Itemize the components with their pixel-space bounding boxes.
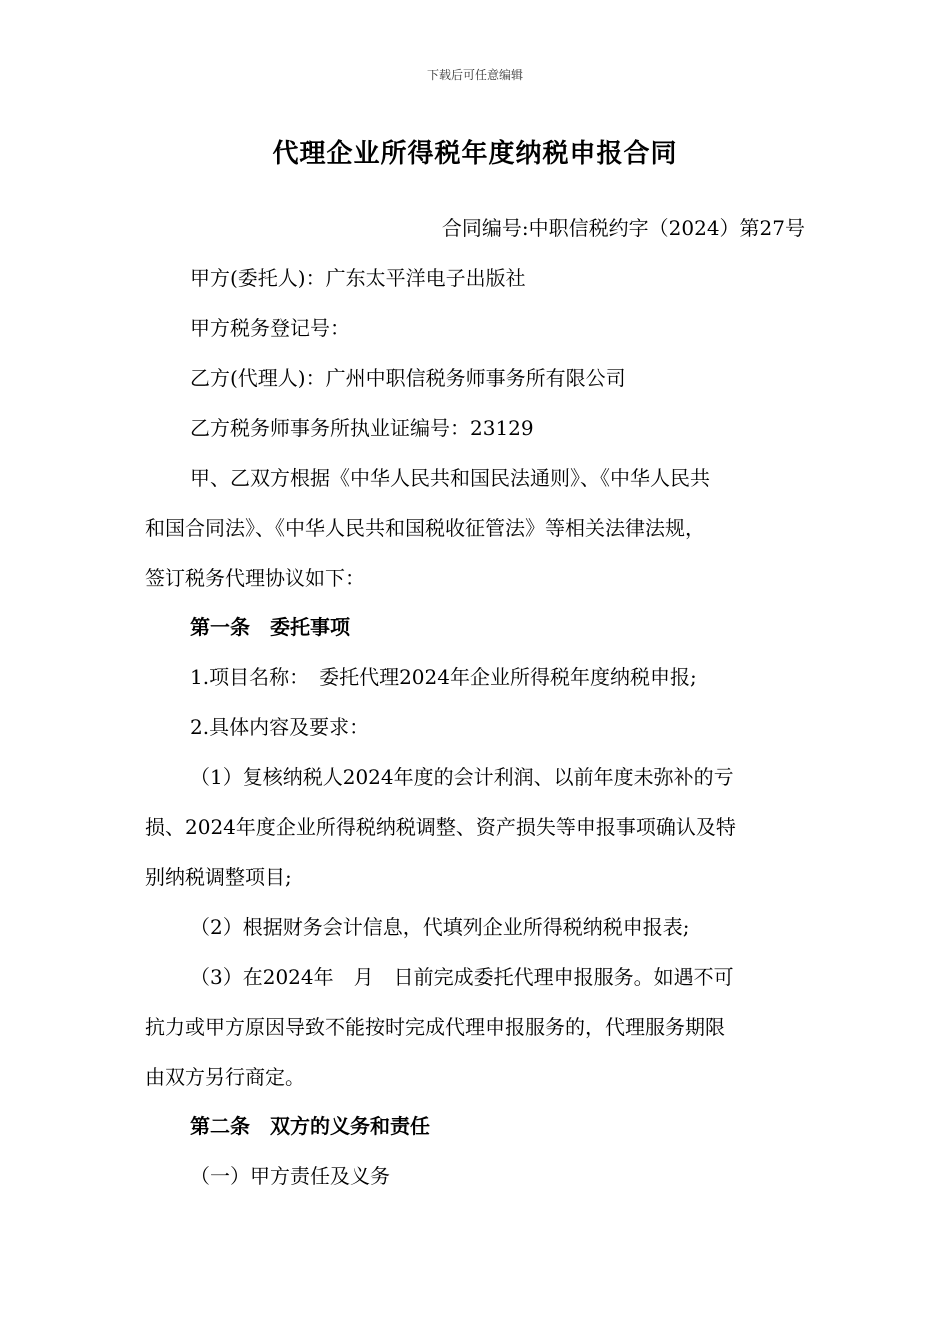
preamble-line: 签订税务代理协议如下： (145, 566, 365, 590)
preamble-line: 甲、乙双方根据《中华人民共和国民法通则》、《中华人民共 (190, 466, 710, 490)
header-note: 下载后可任意编辑 (426, 68, 523, 82)
party-a: 甲方(委托人)：广东太平洋电子出版社 (190, 266, 526, 290)
article1-heading: 第一条 委托事项 (190, 615, 350, 639)
article2-heading: 第二条 双方的义务和责任 (190, 1114, 430, 1138)
requirement-1-line: （1）复核纳税人2024年度的会计利润、以前年度未弥补的亏 (190, 765, 734, 789)
article1-item2: 2.具体内容及要求： (190, 715, 370, 739)
requirement-1-line: 别纳税调整项目; (145, 865, 292, 889)
requirement-3-line: 由双方另行商定。 (145, 1065, 305, 1089)
party-a-tax-registration: 甲方税务登记号： (190, 316, 350, 340)
party-b-license: 乙方税务师事务所执业证编号：23129 (190, 416, 534, 440)
party-b: 乙方(代理人)：广州中职信税务师事务所有限公司 (190, 366, 626, 390)
preamble-line: 和国合同法》、《中华人民共和国税收征管法》等相关法律法规， (145, 516, 705, 540)
requirement-3-line: （3）在2024年 月 日前完成委托代理申报服务。如遇不可 (190, 965, 734, 989)
requirement-3-line: 抗力或甲方原因导致不能按时完成代理申报服务的，代理服务期限 (145, 1015, 725, 1039)
contract-number: 合同编号:中职信税约字（2024）第27号 (441, 216, 805, 240)
requirement-1-line: 损、2024年度企业所得税纳税调整、资产损失等申报事项确认及特 (145, 815, 736, 839)
article1-item1: 1.项目名称： 委托代理2024年企业所得税年度纳税申报; (190, 665, 697, 689)
document-title: 代理企业所得税年度纳税申报合同 (272, 139, 678, 169)
requirement-2: （2）根据财务会计信息，代填列企业所得税纳税申报表; (190, 915, 690, 939)
article2-sub1: （一）甲方责任及义务 (190, 1164, 390, 1188)
